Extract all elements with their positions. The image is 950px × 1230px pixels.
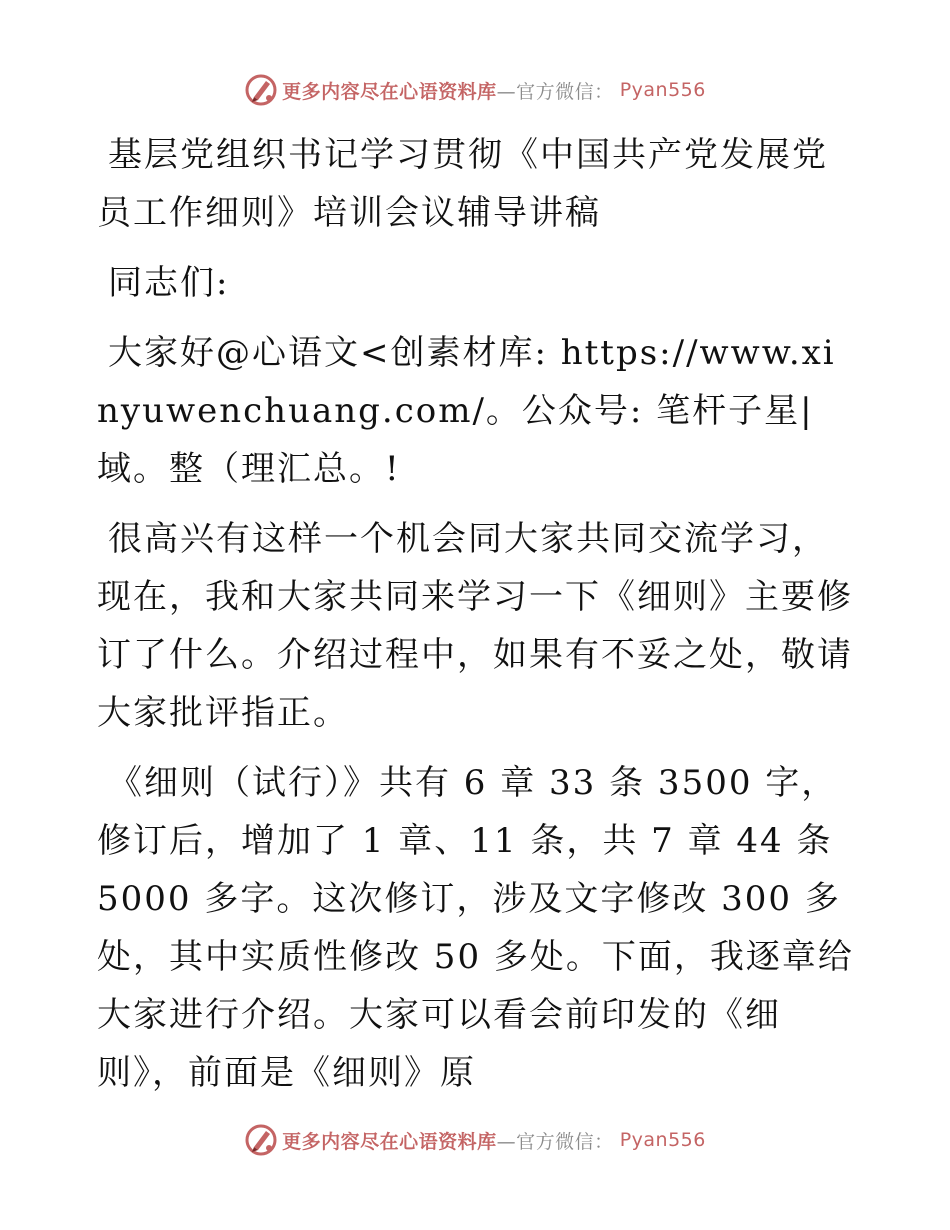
pen-circle-icon <box>244 1123 278 1157</box>
document-body <box>97 116 857 1114</box>
pen-circle-icon <box>244 73 278 107</box>
paragraph-intro: 很高兴有这样一个机会同大家共同交流学习，现在，我和大家共同来学习一下《细则》主要修订了什么。介绍过程中，如果有不妥之处，敬请大家批评指正。 <box>97 519 853 733</box>
header-wechat-id: Pyan556 <box>619 79 706 101</box>
paragraph-overview: 《细则（试行）》共有 6 章 33 条 3500 字，修订后，增加了 1 章、11 条，共 7 章 44 条 5000 多字。这次修订，涉及文字修改 300 多处，其中实质性修改 50 多处。下面，我逐章给大家进行介绍。大家可以看会前印发的《细则》，前面是《细则》原 <box>97 763 854 1093</box>
footer-wechat-id: Pyan556 <box>619 1129 706 1151</box>
paragraph-watermark: 大家好@心语文<创素材库: https://www.xinyuwenchuang.com/。公众号: 笔杆子星|域。整（理汇总。! <box>97 333 836 489</box>
header-official-text: —官方微信： <box>496 80 614 103</box>
footer-brand-text: 更多内容尽在心语资料库 <box>282 1130 497 1153</box>
header-banner <box>0 70 950 110</box>
footer-official-text: —官方微信： <box>496 1130 614 1153</box>
document-title: 基层党组织书记学习贯彻《中国共产党发展党员工作细则》培训会议辅导讲稿 <box>97 135 828 233</box>
paragraph-greeting: 同志们: <box>108 263 230 303</box>
header-brand-text: 更多内容尽在心语资料库 <box>282 80 497 103</box>
footer-banner <box>0 1120 950 1160</box>
